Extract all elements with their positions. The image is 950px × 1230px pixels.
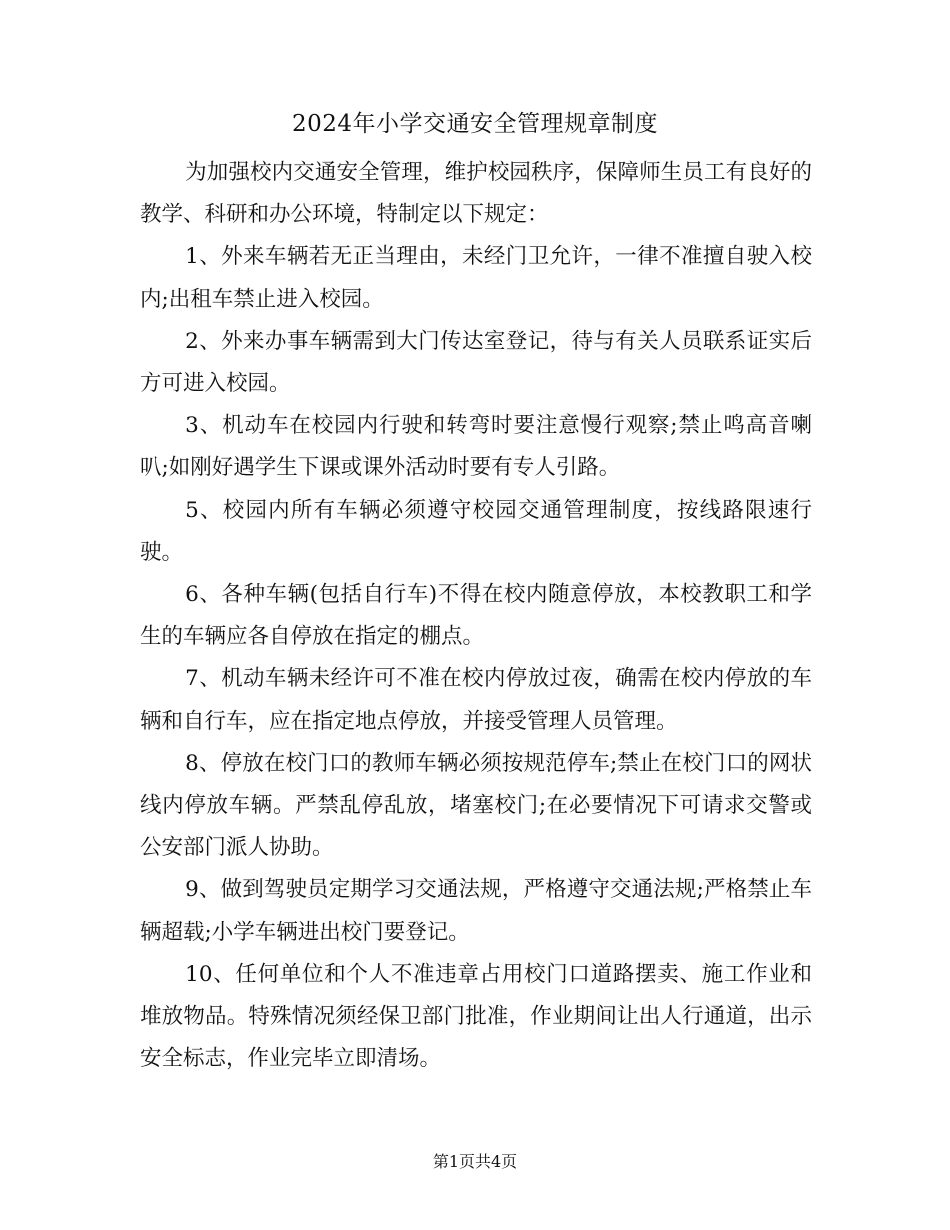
document-body (140, 152, 812, 1080)
paragraph-rule-7: 7、机动车辆未经许可不准在校内停放过夜，确需在校内停放的车辆和自行车，应在指定地点停放，并接受管理人员管理。 (140, 666, 812, 734)
paragraph-intro: 为加强校内交通安全管理，维护校园秩序，保障师生员工有良好的教学、科研和办公环境，特制定以下规定： (140, 160, 812, 228)
paragraph-rule-3: 3、机动车在校园内行驶和转弯时要注意慢行观察;禁止鸣高音喇叭;如刚好遇学生下课或课外活动时要有专人引路。 (140, 413, 812, 481)
paragraph-rule-1: 1、外来车辆若无正当理由，未经门卫允许，一律不准擅自驶入校内;出租车禁止进入校园。 (140, 244, 812, 312)
paragraph-rule-10: 10、任何单位和个人不准违章占用校门口道路摆卖、施工作业和堆放物品。特殊情况须经保卫部门批准，作业期间让出人行通道，出示安全标志，作业完毕立即清场。 (140, 961, 812, 1072)
paragraph-rule-9: 9、做到驾驶员定期学习交通法规，严格遵守交通法规;严格禁止车辆超载;小学车辆进出校门要登记。 (140, 877, 812, 945)
paragraph-rule-6: 6、各种车辆(包括自行车)不得在校内随意停放，本校教职工和学生的车辆应各自停放在指定的棚点。 (140, 582, 812, 650)
page-number-footer: 第1页共4页 (432, 1152, 518, 1171)
document-title: 2024年小学交通安全管理规章制度 (291, 111, 659, 137)
paragraph-rule-8: 8、停放在校门口的教师车辆必须按规范停车;禁止在校门口的网状线内停放车辆。严禁乱停乱放，堵塞校门;在必要情况下可请求交警或公安部门派人协助。 (140, 750, 812, 861)
paragraph-rule-2: 2、外来办事车辆需到大门传达室登记，待与有关人员联系证实后方可进入校园。 (140, 328, 812, 397)
paragraph-rule-5: 5、校园内所有车辆必须遵守校园交通管理制度，按线路限速行驶。 (140, 497, 812, 565)
